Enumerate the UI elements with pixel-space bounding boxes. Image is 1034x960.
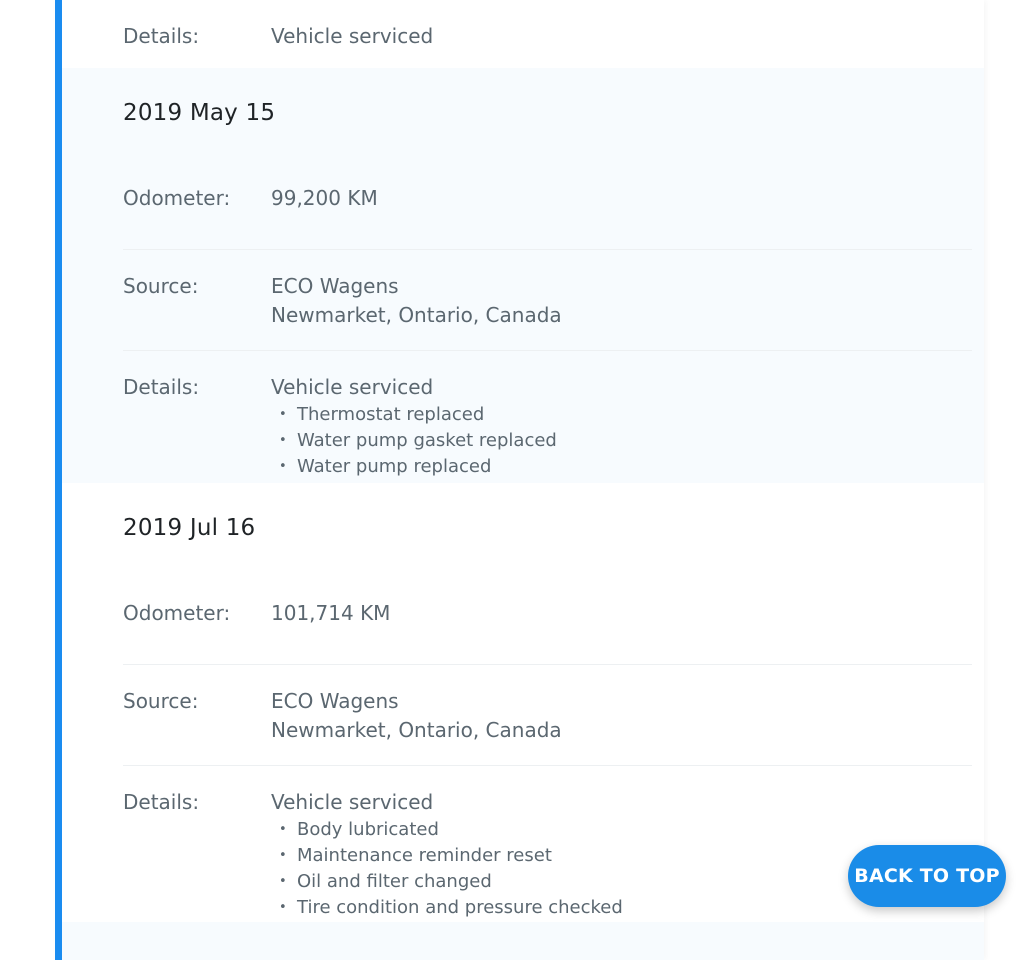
details-item: • Maintenance reminder reset [279,843,623,869]
source-label: Source: [123,274,199,298]
details-label: Details: [123,790,200,814]
details-value [271,788,623,921]
details-title: Vehicle serviced [271,790,434,814]
details-item: • Tire condition and pressure checked [279,895,623,921]
details-row [123,766,972,921]
details-item: • Water pump gasket replaced [279,428,557,454]
service-record [62,483,984,922]
details-list [271,817,623,921]
source-name: ECO Wagens [271,689,399,713]
service-record-partial [62,0,984,68]
source-row [123,665,972,766]
odometer-row [123,152,972,250]
source-value [271,687,562,765]
record-date: 2019 May 15 [123,100,276,126]
source-name: ECO Wagens [271,274,399,298]
odometer-label: Odometer: [123,186,231,210]
service-history-timeline [55,0,984,960]
odometer-row [123,567,972,665]
details-title: Vehicle serviced [271,375,434,399]
source-label: Source: [123,689,199,713]
odometer-value: 101,714 KM [271,601,391,625]
details-item: • Water pump replaced [279,454,557,480]
details-list [271,402,557,480]
service-record [62,68,984,483]
source-location: Newmarket, Ontario, Canada [271,718,562,742]
details-item: • Oil and filter changed [279,869,623,895]
details-item: • Body lubricated [279,817,623,843]
source-row [123,250,972,351]
back-to-top-button[interactable]: BACK TO TOP [848,845,1006,907]
service-record-next [62,922,984,960]
details-value [271,373,557,480]
details-item: • Thermostat replaced [279,402,557,428]
details-label: Details: [123,24,200,48]
details-row [123,351,972,480]
source-value [271,272,562,350]
source-location: Newmarket, Ontario, Canada [271,303,562,327]
odometer-value: 99,200 KM [271,186,378,210]
record-date: 2019 Jul 16 [123,515,256,541]
details-row [123,0,972,51]
odometer-label: Odometer: [123,601,231,625]
details-title: Vehicle serviced [271,24,434,48]
details-label: Details: [123,375,200,399]
